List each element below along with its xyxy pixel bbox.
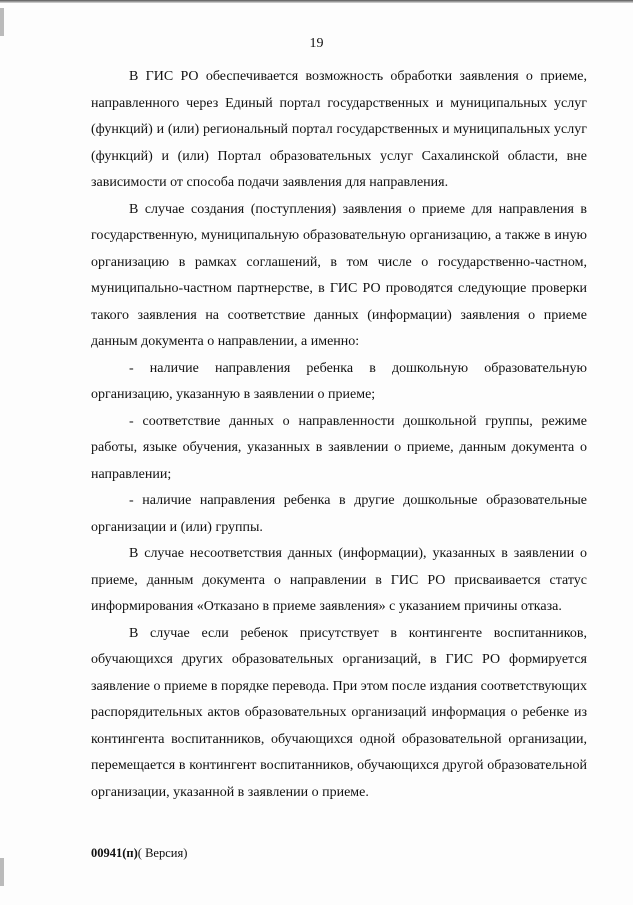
list-item: - соответствие данных о направленности дошкольной группы, режиме работы, языке обучения, указанных в заявлении о приеме, данным документа о направлении; bbox=[91, 413, 587, 482]
document-code: 00941(п) bbox=[91, 846, 138, 860]
paragraph: В случае несоответствия данных (информации), указанных в заявлении о приеме, данным документа о направлении в ГИС РО присваивается статус информирования «Отказано в приеме заявления» с указанием причины отказа. bbox=[91, 546, 587, 614]
document-body bbox=[91, 64, 587, 806]
version-label: ( Версия) bbox=[137, 846, 188, 860]
list-item: - наличие направления ребенка в дошкольную образовательную организацию, указанную в заявлении о приеме; bbox=[91, 360, 587, 402]
document-footer bbox=[91, 846, 187, 861]
list-item: - наличие направления ребенка в другие дошкольные образовательные организации и (или) группы. bbox=[91, 493, 587, 535]
scan-edge-mark bbox=[0, 8, 4, 36]
paragraph: В случае если ребенок присутствует в контингенте воспитанников, обучающихся других образовательных организаций, в ГИС РО формируется заявление о приеме в порядке перевода. При этом после издания соответствующих распорядительных актов образовательных организаций информация о ребенке из контингента воспитанников, обучающихся одной образовательной организации, перемещается в контингент воспитанников, обучающихся другой образовательной организации, указанной в заявлении о приеме. bbox=[91, 625, 587, 800]
paragraph: В случае создания (поступления) заявления о приеме для направления в государственную, муниципальную образовательную организацию, а также в иную организацию в рамках соглашений, в том числе о государственно-частном, муниципально-частном партнерстве, в ГИС РО проводятся следующие проверки такого заявления на соответствие данных (информации) заявления о приеме данным документа о направлении, а именно: bbox=[91, 201, 587, 349]
top-border-line bbox=[0, 0, 633, 3]
scan-edge-mark bbox=[0, 858, 4, 886]
paragraph: В ГИС РО обеспечивается возможность обработки заявления о приеме, направленного через Единый портал государственных и муниципальных услуг (функций) и (или) региональный портал государственных и муниципальных услуг (функций) и (или) Портал образовательных услуг Сахалинской области, вне зависимости от способа подачи заявления для направления. bbox=[91, 69, 587, 190]
page-number: 19 bbox=[309, 36, 324, 51]
